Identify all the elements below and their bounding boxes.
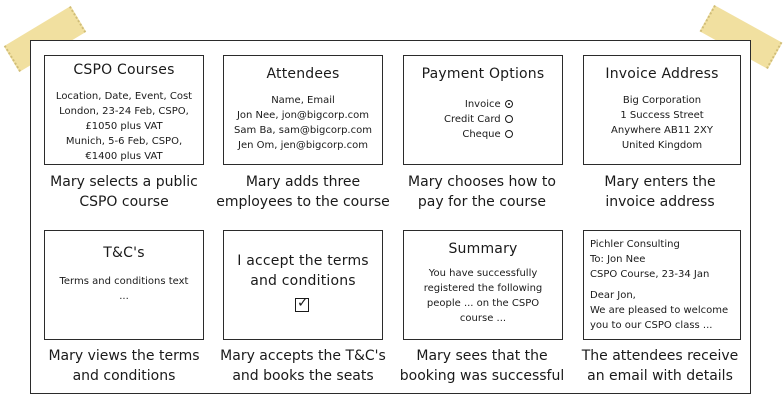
caption-line: and conditions [72, 368, 176, 384]
attendee-header: Name, Email [271, 95, 335, 106]
course-line: £1050 plus VAT [85, 121, 163, 132]
terms-ellipsis: ... [119, 291, 129, 302]
card-cspo-courses [44, 55, 204, 165]
card-title: Payment Options [421, 66, 545, 82]
card-terms [44, 230, 204, 340]
caption-view-terms [31, 346, 217, 386]
option-label: Credit Card [444, 114, 501, 125]
card-body [228, 93, 378, 153]
option-label: Invoice [464, 99, 501, 110]
card-body [588, 93, 736, 153]
email-body [590, 237, 736, 333]
caption-line: booking was successful [399, 368, 565, 384]
card-attendees [223, 55, 383, 165]
accept-line: I accept the terms [237, 253, 369, 269]
caption-accept-terms [210, 346, 396, 386]
summary-line: course ... [459, 313, 507, 324]
card-invoice-address [583, 55, 741, 165]
caption-payment [389, 172, 575, 212]
course-line: London, 23-24 Feb, CSPO, [59, 106, 189, 117]
caption-line: Mary enters the [604, 174, 716, 190]
payment-option-list [444, 97, 513, 142]
payment-option-cheque[interactable] [444, 127, 513, 142]
caption-email [567, 346, 753, 386]
address-line: 1 Success Street [620, 110, 704, 121]
attendee-row: Jon Nee, jon@bigcorp.com [236, 110, 370, 121]
caption-line: Mary views the terms [48, 348, 200, 364]
caption-line: The attendees receive [581, 348, 739, 364]
caption-line: and books the seats [232, 368, 374, 384]
caption-line: Mary sees that the [416, 348, 548, 364]
course-line: €1400 plus VAT [85, 151, 163, 162]
card-body [408, 266, 558, 326]
caption-add-attendees [210, 172, 396, 212]
payment-option-credit-card[interactable] [444, 112, 513, 127]
email-text: We are pleased to welcome [590, 305, 729, 316]
card-title: Summary [448, 241, 518, 257]
summary-line: people ... on the CSPO [426, 298, 540, 309]
accept-line: and conditions [250, 273, 356, 289]
accept-terms-label [224, 251, 382, 291]
card-summary [403, 230, 563, 340]
radio-selected-icon[interactable] [505, 100, 513, 108]
caption-invoice-address [567, 172, 753, 212]
card-title: T&C's [103, 245, 145, 261]
accept-terms-checkbox[interactable] [295, 295, 309, 312]
caption-line: employees to the course [216, 194, 390, 210]
payment-option-invoice[interactable] [444, 97, 513, 112]
radio-icon[interactable] [505, 130, 513, 138]
card-title: Attendees [266, 66, 340, 82]
card-title: Invoice Address [605, 66, 719, 82]
radio-icon[interactable] [505, 115, 513, 123]
address-line: Big Corporation [622, 95, 702, 106]
course-line: Munich, 5-6 Feb, CSPO, [65, 136, 183, 147]
caption-line: Mary adds three [245, 174, 361, 190]
summary-line: registered the following [423, 283, 543, 294]
card-title: CSPO Courses [73, 62, 175, 78]
card-body [49, 89, 199, 164]
course-header: Location, Date, Event, Cost [55, 91, 193, 102]
email-text: you to our CSPO class ... [590, 320, 713, 331]
card-email [583, 230, 741, 340]
caption-line: invoice address [605, 194, 715, 210]
email-subject: CSPO Course, 23-34 Jan [590, 269, 710, 280]
caption-summary [389, 346, 575, 386]
summary-line: You have successfully [428, 268, 538, 279]
card-payment-options [403, 55, 563, 165]
email-greeting: Dear Jon, [590, 290, 636, 301]
terms-text: Terms and conditions text [59, 276, 189, 287]
email-sender: Pichler Consulting [590, 239, 680, 250]
address-line: United Kingdom [621, 140, 703, 151]
caption-line: pay for the course [417, 194, 547, 210]
caption-line: Mary selects a public [50, 174, 198, 190]
attendee-row: Sam Ba, sam@bigcorp.com [234, 125, 372, 136]
caption-line: Mary accepts the T&C's [220, 348, 386, 364]
checkmark-icon: ✓ [297, 295, 309, 311]
caption-line: an email with details [587, 368, 733, 384]
card-accept-terms [223, 230, 383, 340]
caption-select-course [31, 172, 217, 212]
option-label: Cheque [462, 129, 501, 140]
caption-line: CSPO course [79, 194, 169, 210]
attendee-row: Jen Om, jen@bigcorp.com [238, 140, 368, 151]
card-body [49, 274, 199, 304]
caption-line: Mary chooses how to [408, 174, 556, 190]
email-recipient: To: Jon Nee [590, 254, 646, 265]
address-line: Anywhere AB11 2XY [611, 125, 713, 136]
